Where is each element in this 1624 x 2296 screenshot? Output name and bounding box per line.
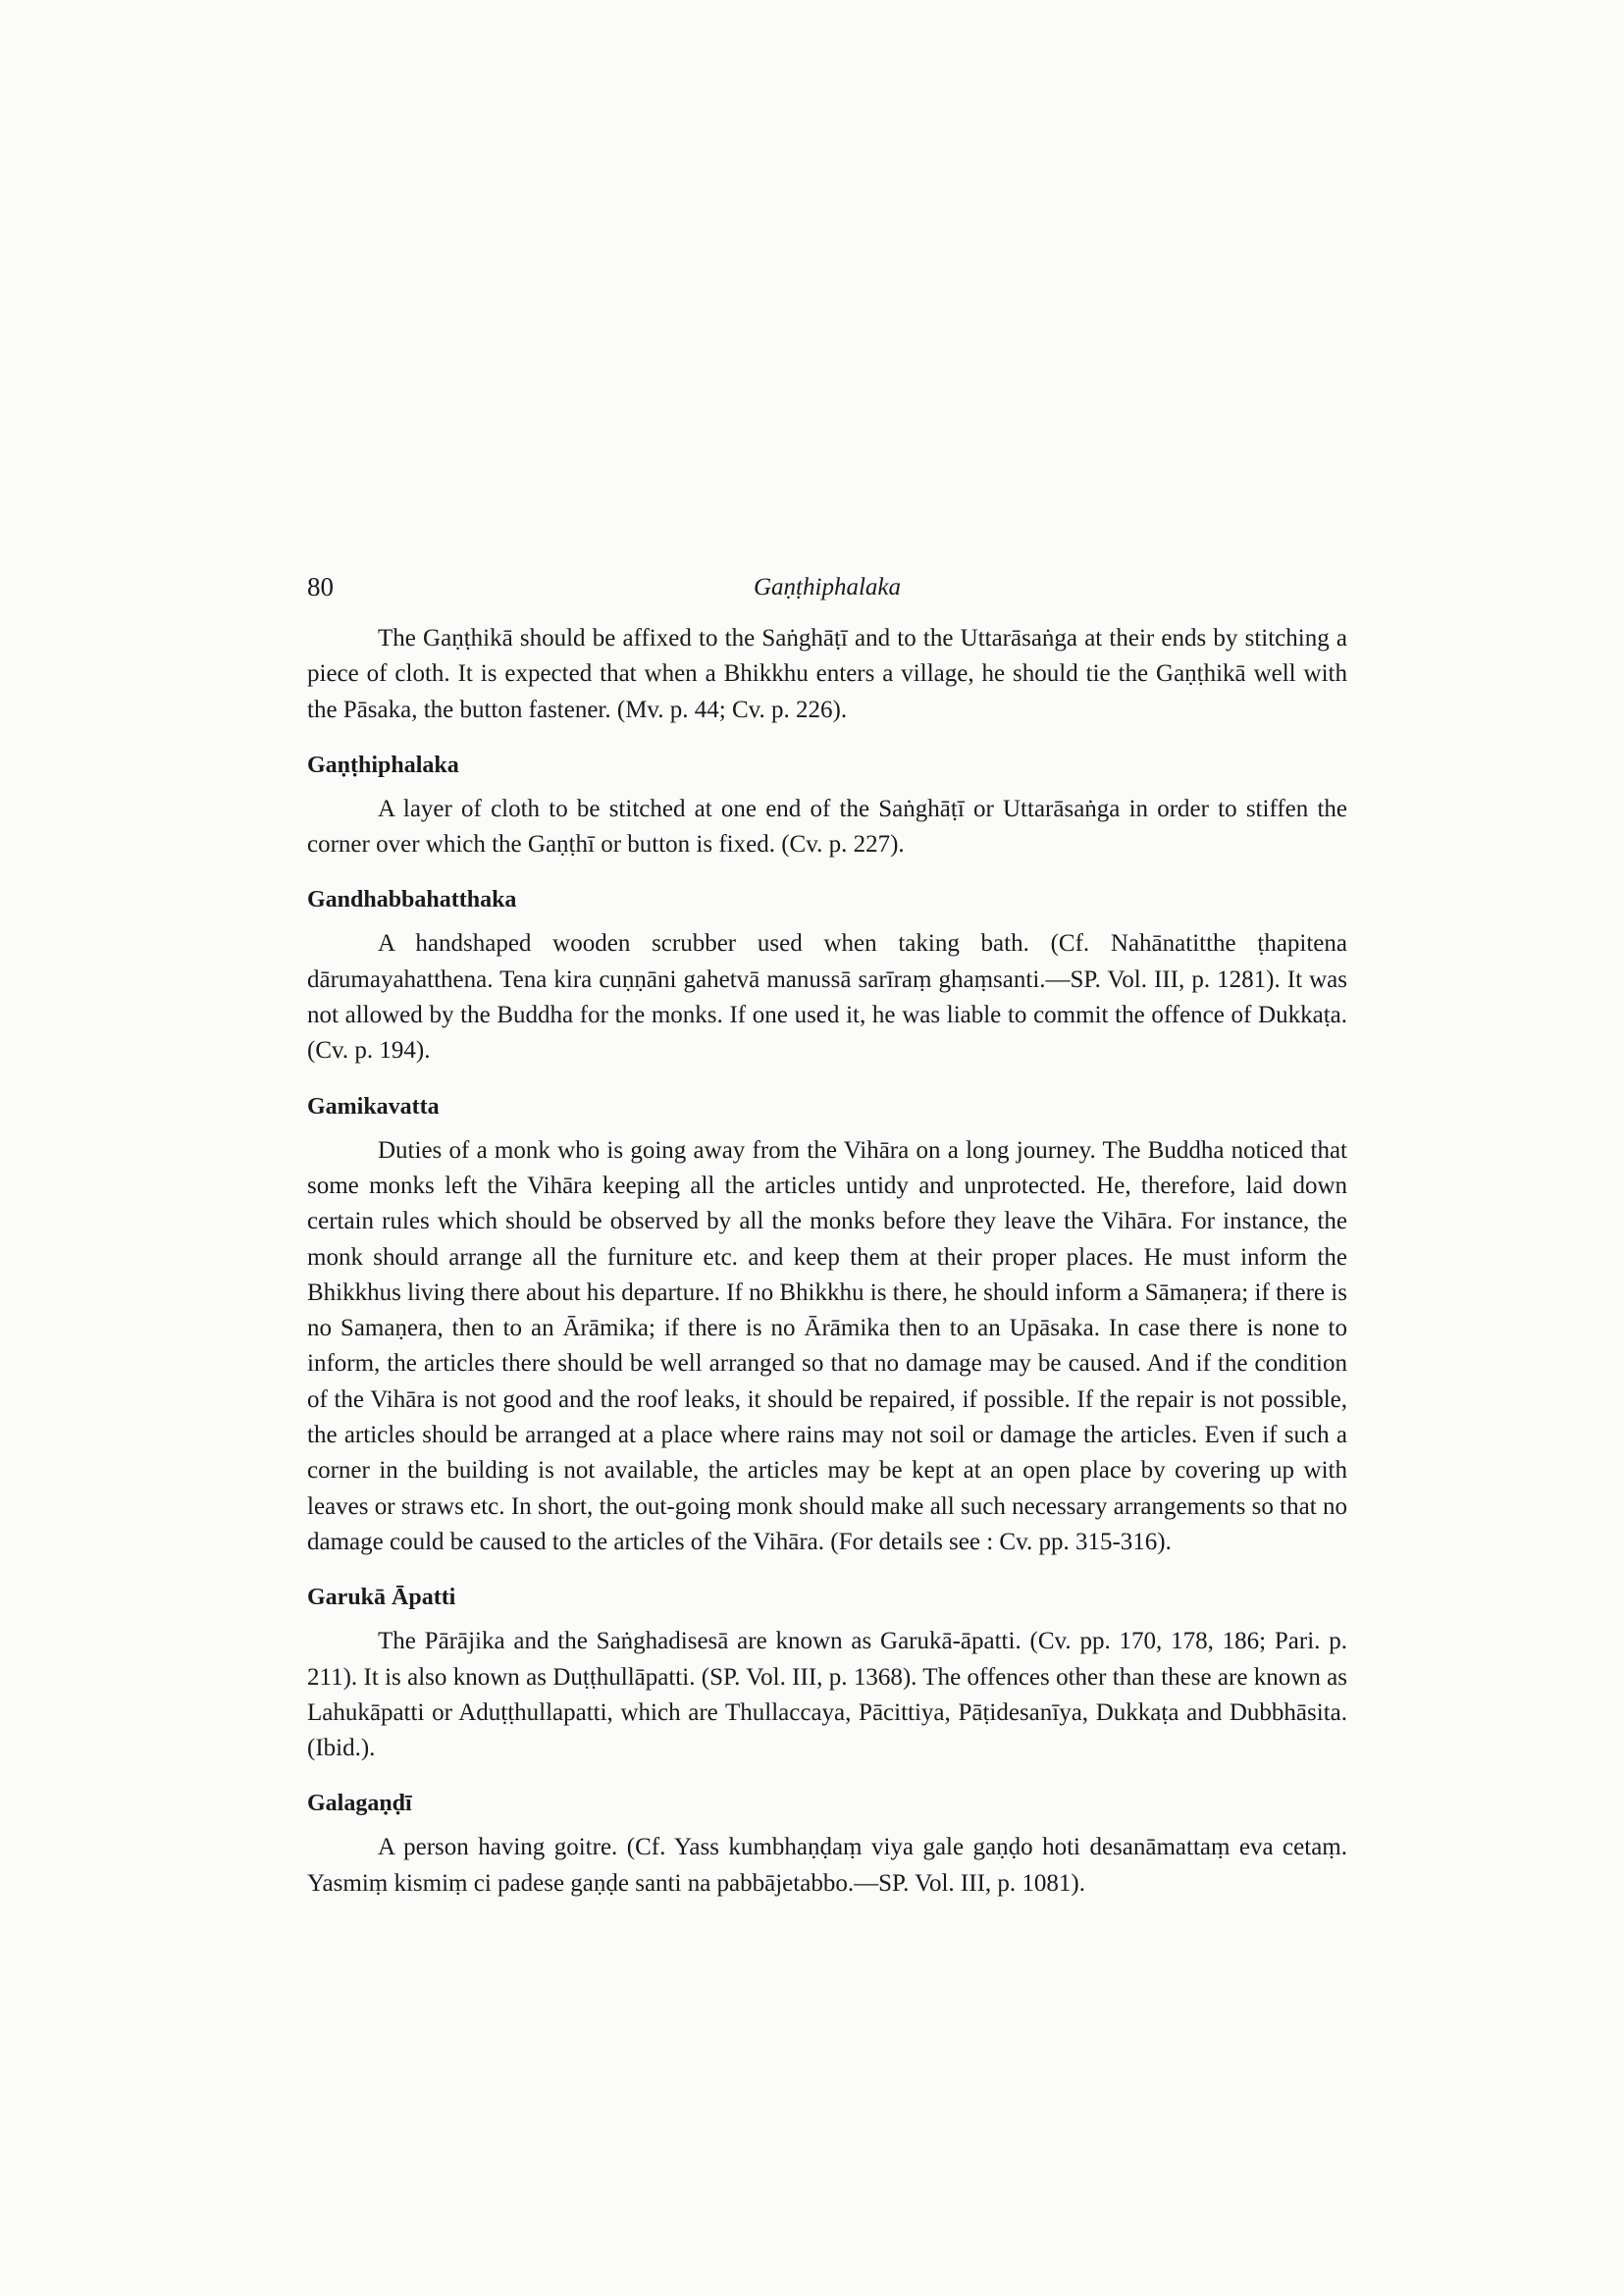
page-content — [307, 621, 1347, 1902]
entry-body: A layer of cloth to be stitched at one end of the Saṅghāṭī or Uttarāsaṅga in order to stiffen the corner over which the Gaṇṭhī or button is fixed. (Cv. p. 227). — [307, 795, 1347, 859]
entry-headword: Gandhabbahatthaka — [307, 887, 517, 913]
entry-headword: Gamikavatta — [307, 1093, 440, 1120]
entry-galagandi — [307, 1789, 1347, 1902]
page-header — [307, 572, 1347, 611]
entry-gamikavatta — [307, 1092, 1347, 1561]
intro-paragraph: The Gaṇṭhikā should be affixed to the Saṅghāṭī and to the Uttarāsaṅga at their ends by stitching a piece of cloth. It is expected that when a Bhikkhu enters a village, he should tie the Gaṇṭhikā well with the Pāsaka, the button fastener. (Mv. p. 44; Cv. p. 226). — [307, 625, 1347, 723]
running-title: Gaṇṭhiphalaka — [754, 574, 901, 600]
page-number: 80 — [307, 572, 334, 601]
entry-headword: Garukā Āpatti — [307, 1585, 456, 1611]
entry-body: A handshaped wooden scrubber used when taking bath. (Cf. Nahānatitthe ṭhapitena dārumayahatthena. Tena kira cuṇṇāni gahetvā manussā sarīraṃ ghaṃsanti.—SP. Vol. III, p. 1281). It was not allowed by the Buddha for the monks. If one used it, he was liable to commit the offence of Dukkaṭa. (Cv. p. 194). — [307, 930, 1347, 1065]
entry-body: A person having goitre. (Cf. Yass kumbhaṇḍaṃ viya gale gaṇḍo hoti desanāmattaṃ eva cetaṃ. Yasmiṃ kismiṃ ci padese gaṇḍe santi na pabbājetabbo.—SP. Vol. III, p. 1081). — [307, 1834, 1347, 1897]
entry-garuka-apatti — [307, 1583, 1347, 1766]
entry-gandhabbahatthaka — [307, 885, 1347, 1069]
entry-body: Duties of a monk who is going away from the Vihāra on a long journey. The Buddha noticed that some monks left the Vihāra keeping all the articles untidy and unprotected. He, therefore, laid down certain rules which should be observed by all the monks before they leave the Vihāra. For instance, the monk should arrange all the furniture etc. and keep them at their proper places. He must inform the Bhikkhus living there about his departure. If no Bhikkhu is there, he should inform a Sāmaṇera; if there is no Samaṇera, then to an Ārāmika; if there is no Ārāmika then to an Upāsaka. In case there is none to inform, the articles there should be well arranged so that no damage may be caused. And if the condition of the Vihāra is not good and the roof leaks, it should be repaired, if possible. If the repair is not possible, the articles should be arranged at a place where rains may not soil or damage the articles. Even if such a corner in the building is not available, the articles may be kept at an open place by covering up with leaves or straws etc. In short, the out-going monk should make all such necessary arrangements so that no damage could be caused to the articles of the Vihāra. (For details see : Cv. pp. 315-316). — [307, 1136, 1347, 1555]
entry-body: The Pārājika and the Saṅghadisesā are known as Garukā-āpatti. (Cv. pp. 170, 178, 186; Pari. p. 211). It is also known as Duṭṭhullāpatti. (SP. Vol. III, p. 1368). The offences other than these are known as Lahukāpatti or Aduṭṭhullapatti, which are Thullaccaya, Pācittiya, Pāṭidesanīya, Dukkaṭa and Dubbhāsita. (Ibid.). — [307, 1628, 1347, 1762]
entry-headword: Gaṇṭhiphalaka — [307, 752, 459, 778]
entry-headword: Galagaṇḍī — [307, 1791, 412, 1817]
entry-ganthiphalaka — [307, 751, 1347, 863]
